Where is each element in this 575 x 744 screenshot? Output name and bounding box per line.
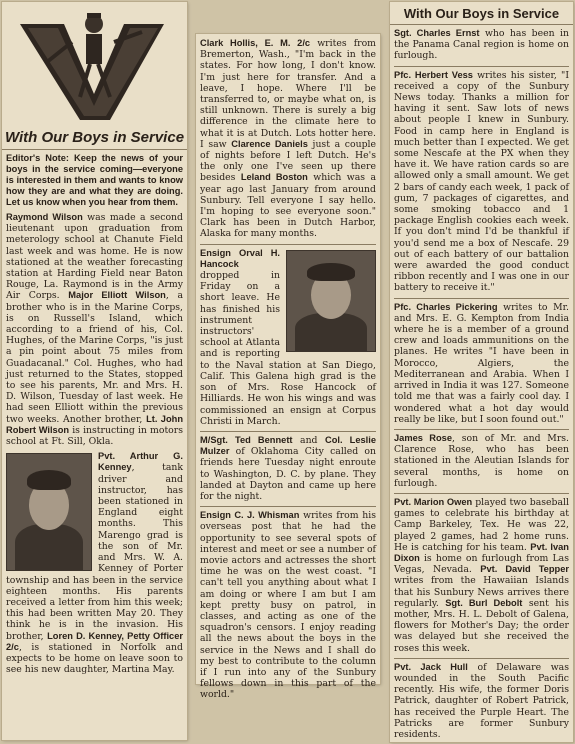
- hancock-photo: [286, 250, 376, 352]
- ernst-article: Sgt. Charles Ernst who has been in the Panama Canal region is home on furlough.: [394, 28, 569, 62]
- hollis-article: Clark Hollis, E. M. 2/c writes from Bremerton, Wash., "I'm back in the states. For how long, I don't know. I'm just here for transfer. And a leave, I hope. Where I'll be transferred to, or maybe what on, is still unknown. There is surely a big difference in the climate here to what it is at Dutch. Lots hotter here. I saw Clarence Daniels just a couple of nights before I left Dutch. He's the only one I've seen up there besides Leland Boston which was a year ago last January from around Sunbury. Tell everyone I say hello. I'm hoping to see everyone soon." Clark has been in Dutch Harbor, Alaska for many months.: [200, 38, 377, 240]
- wilson-article: Raymond Wilson was made a second lieutenant upon graduation from meterology school at Chanute Field last week and was home. He is now stationed at the weather forecasting station at Harding Field near Baton Rouge, La. Raymond is in the Army Air Corps. Major Elliott Wilson, a brother who is in the Marine Corps, is on Russell's Island, which according to a friend of his, Col. Hughes, of the Marine Corps, "is just a pin point about 75 miles from Guadacanal." Col. Hughes, who had just returned to the States, stopped to see his parents, Mr. and Mrs. H. D. Wilson, Tuesday of last week. He had seen Elliott within the previous two weeks. Another brother, Lt. John Robert Wilson is instructing in motors school at Ft. Sill, Okla.: [6, 212, 183, 448]
- name-clark-hollis: Clark Hollis, E. M. 2/c: [200, 38, 311, 48]
- clipping-column-3: [390, 2, 573, 742]
- bennett-article: M/Sgt. Ted Bennett and Col. Leslie Mulzer of Oklahoma City called on friends here Tuesday night enroute to Washington, D. C. by plane. They landed at Dayton and came up here for the night.: [200, 434, 377, 502]
- clipping-column-1: [2, 2, 187, 740]
- name-john-robert-wilson: Lt. John Robert Wilson: [6, 413, 183, 435]
- owen-article: Pvt. Marion Owen played two baseball games to celebrate his birthday at Camp Barkeley, Tex. He was 22, played 2 games, had 2 home runs. He is catching for his team. Pvt. Ivan Dixon is home on furlough from Las Vegas, Nevada. Pvt. David Tepper writes from the Hawaiian Islands that his Sunbury News arrives there regularly. Sgt. Burl Debolt sent his mother, Mrs. H. L. Debolt of Galena, flowers for Mother's Day; the order was delayed but she received the roses this week.: [394, 496, 569, 654]
- name-raymond-wilson: Raymond Wilson: [6, 212, 83, 222]
- name-orval-hancock: Ensign Orval H. Hancock: [200, 247, 280, 269]
- name-loren-kenney: Loren D. Kenney, Petty Officer 2/c: [6, 630, 183, 652]
- editor-note: Editor's Note: Keep the news of your boys in the service coming—everyone is interested in them and wants to know how they are and what they are doing. Let us know when you hear from them.: [6, 153, 183, 207]
- name-leland-boston: Leland Boston: [240, 172, 308, 183]
- v-for-victory-logo: [2, 2, 187, 127]
- name-arthur-kenney: Pvt. Arthur G. Kenney: [98, 451, 183, 473]
- name-burl-debolt: Sgt. Burl Debolt: [445, 597, 523, 608]
- name-cj-whisman: Ensign C. J. Whisman: [200, 510, 300, 521]
- hull-article: Pvt. Jack Hull of Delaware was wounded in the South Pacific recently. His wife, the former Doris Patrick, daughter of Robert Patrick, has received the Purple Heart. The Patricks are former Sunbury residents.: [394, 661, 569, 740]
- kenney-article: Pvt. Arthur G. Kenney, tank driver and instructor, has been stationed in England eight months. This Marengo grad is the son of Mr. and Mrs. W. A. Kenney of Porter township and has been in the service eighteen months. His parents received a letter from him this week; this had been written May 20. They think he is in the invasion. His brother, Loren D. Kenney, Petty Officer 2/c, is stationed in Norfolk and expects to be home on leave soon to see his new daughter, Martina May.: [6, 451, 183, 676]
- hancock-article: Ensign Orval H. Hancock dropped in Friday on a short leave. He has finished his instrument instructors' school at Atlanta and is reporting to the Naval station at San Diego, Calif. This Galena high grad is the son of Mrs. Rose Hancock of Hilliards. He won his wings and was commissioned an ensign at Corpus Christi in March.: [200, 247, 376, 427]
- name-elliott-wilson: Major Elliott Wilson: [68, 290, 166, 301]
- name-ivan-dixon: Pvt. Ivan Dixon: [394, 541, 569, 563]
- name-ted-bennett: M/Sgt. Ted Bennett: [200, 434, 293, 445]
- name-david-tepper: Pvt. David Tepper: [480, 564, 569, 575]
- name-herbert-vess: Pfc. Herbert Vess: [394, 69, 473, 80]
- pickering-article: Pfc. Charles Pickering writes to Mr. and Mrs. E. G. Kempton from India where he is a member of a ground crew and loads ammunitions on the planes. He writes "I have been in Morocco, Algiers, the Mediterranean and Arabia. When I arrived in India it was 127. Someone told me that was a fairly cool day. I wondered what a hot day would really be like, but I soon found out.": [394, 301, 569, 425]
- name-jack-hull: Pvt. Jack Hull: [394, 661, 468, 672]
- name-clarence-daniels: Clarence Daniels: [231, 138, 308, 149]
- column-title: With Our Boys in Service: [403, 6, 560, 21]
- clipping-column-2: [196, 34, 380, 701]
- name-james-rose: James Rose: [394, 432, 453, 443]
- kenney-photo: [6, 453, 92, 571]
- name-marion-owen: Pvt. Marion Owen: [394, 496, 473, 507]
- vess-article: Pfc. Herbert Vess writes his sister, "I received a copy of the Sunbury News today. Thanks a million for having it sent. Saw lots of news about people I knew in Sunbury. Food in camp here in England is much better than I expected. We get some Nescafe at the PX when they have it. We have ration cards so are allowed only a small amount. We get 2 bars of candy each week, 1 pack of gum, 7 packages of cigarettes, and some smoking tobacco and 1 package English cookies each week. If you don't mind I'd be thankful if you'd send me a box of Nescafe. 29 out of each battery of our battalion were awarded the good conduct ribbon recently and I was one in our battery to receive it.": [394, 69, 569, 294]
- name-charles-ernst: Sgt. Charles Ernst: [394, 28, 480, 38]
- column-title: With Our Boys in Service: [4, 129, 185, 146]
- name-leslie-mulzer: Col. Leslie Mulzer: [200, 434, 377, 457]
- whisman-article: Ensign C. J. Whisman writes from his overseas post that he had the opportunity to see several spots of interest and meet or see a number of movie actors and actresses the short time he was on the west coast. "I can't tell you anything about what I am doing or where I am but I am kept pretty busy on patrol, in classes, and acting as one of the squadron's censors. I enjoy reading all the news about the boys in the service in the News and I shall do my best to contribute to the column if I run into any of the Sunbury fellows down in this part of the world.": [200, 510, 376, 701]
- rose-article: James Rose, son of Mr. and Mrs. Clarence Rose, who has been stationed in the Aleutian Islands for several months, is home on furlough.: [394, 432, 570, 489]
- name-charles-pickering: Pfc. Charles Pickering: [394, 301, 498, 312]
